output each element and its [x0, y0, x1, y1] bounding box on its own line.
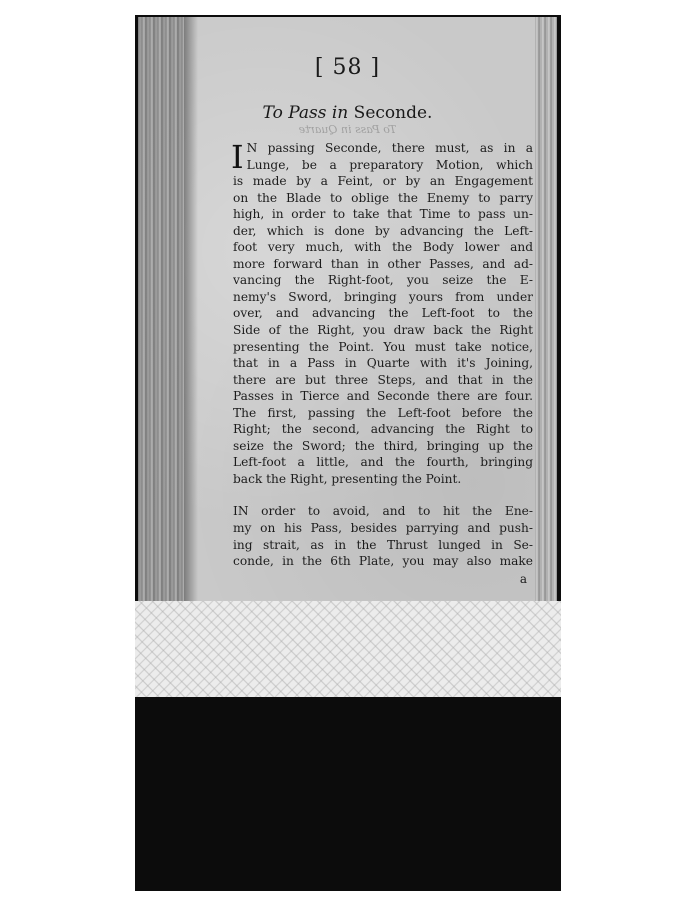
text-line: my on his Pass, besides parrying and push-	[233, 521, 533, 536]
text-line: Passes in Tierce and Seconde there are four.	[233, 389, 533, 404]
text-line: der, which is done by advancing the Left-	[233, 223, 533, 238]
page-heading	[138, 103, 557, 123]
heading-plain-part: Seconde.	[353, 103, 433, 123]
text-line: seize the Sword; the third, bringing up the	[233, 438, 533, 453]
bleed-through-text: To Pass in Quarte	[298, 123, 397, 136]
catchword: a	[519, 572, 527, 586]
page-number: [ 58 ]	[314, 55, 381, 80]
scanned-book-image	[135, 15, 561, 891]
body-text	[233, 140, 533, 570]
text-line: more forward than in other Passes, and ad-	[233, 256, 533, 271]
text-line: ing strait, as in the Thrust lunged in Se-	[233, 537, 533, 552]
text-line: conde, in the 6th Plate, you may also make	[233, 554, 533, 569]
text-line: The first, passing the Left-foot before the	[233, 405, 533, 420]
text-line: nemy's Sword, bringing yours from under	[233, 289, 533, 304]
text-line: there are but three Steps, and that in the	[233, 372, 533, 387]
text-line: that in a Pass in Quarte with it's Joining,	[233, 356, 533, 371]
lace-cloth-background	[135, 601, 561, 697]
text-line: presenting the Point. You must take notice,	[233, 339, 533, 354]
text-line: high, in order to take that Time to pass un-	[233, 207, 533, 222]
text-line: vancing the Right-foot, you seize the E-	[233, 273, 533, 288]
text-line: foot very much, with the Body lower and	[233, 240, 533, 255]
text-line: Right; the second, advancing the Right to	[233, 422, 533, 437]
text-line: is made by a Feint, or by an Engagement	[233, 174, 533, 189]
text-line: back the Right, presenting the Point.	[233, 471, 462, 486]
paragraph-gap	[233, 487, 533, 503]
drop-cap: I	[231, 138, 244, 176]
text-line: N passing Seconde, there must, as in a	[246, 141, 533, 155]
text-line: over, and advancing the Left-foot to the	[233, 306, 533, 321]
heading-italic-part: To Pass in	[262, 103, 349, 123]
text-line: on the Blade to oblige the Enemy to parry	[233, 190, 533, 205]
text-line: Lunge, be a preparatory Motion, which	[246, 157, 533, 172]
text-line: IN order to avoid, and to hit the Ene-	[233, 504, 533, 519]
text-line: Left-foot a little, and the fourth, bringing	[233, 455, 533, 470]
book-page	[138, 17, 557, 601]
text-line: Side of the Right, you draw back the Right	[233, 323, 533, 338]
